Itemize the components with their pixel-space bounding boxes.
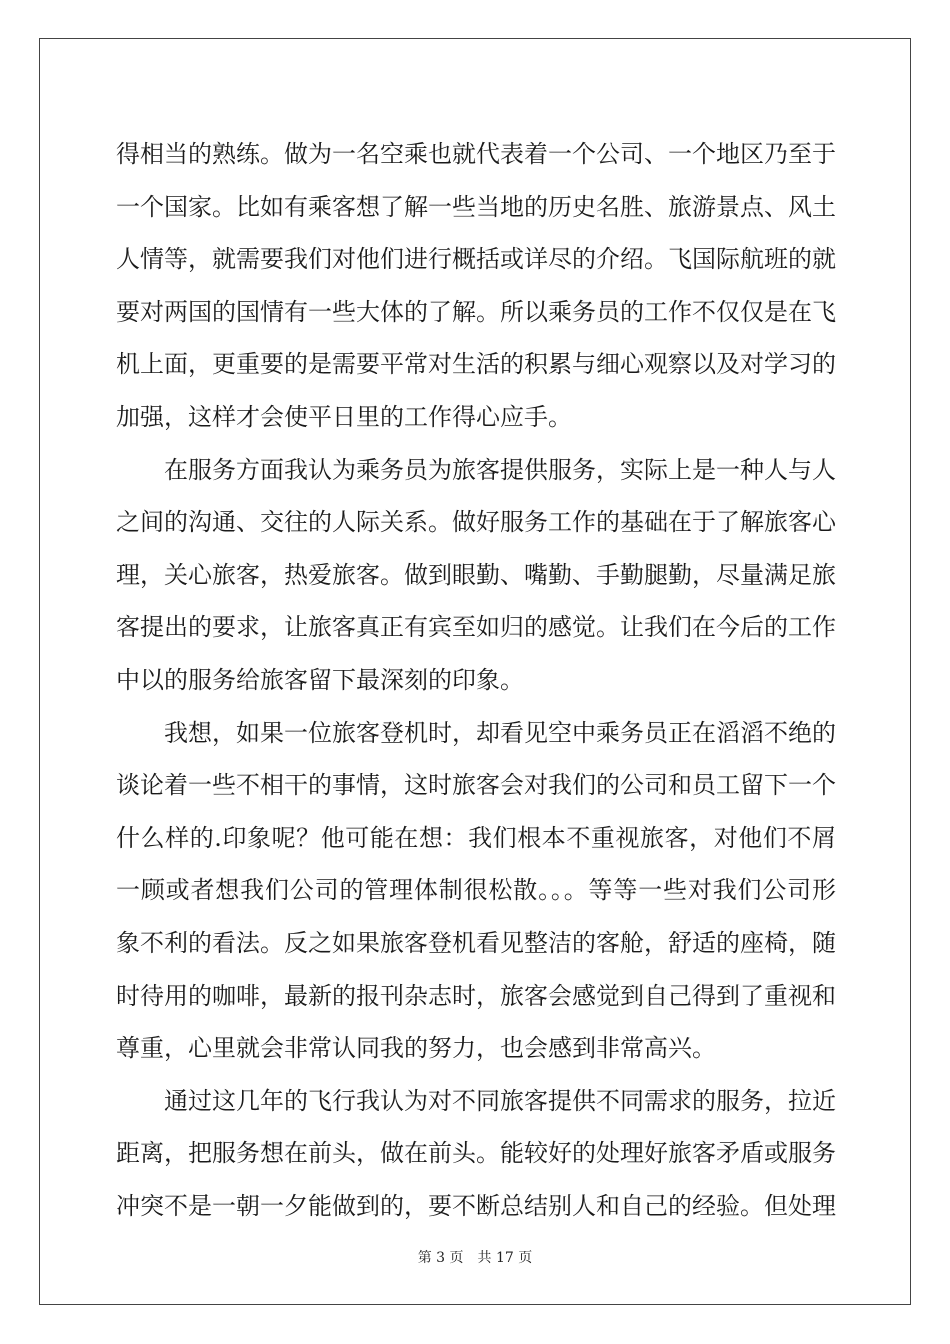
text-line: 冲突不是一朝一夕能做到的，要不断总结别人和自己的经验。但处理 <box>116 1191 836 1220</box>
text-line: 谈论着一些不相干的事情，这时旅客会对我们的公司和员工留下一个 <box>116 771 836 800</box>
text-line: 人情等，就需要我们对他们进行概括或详尽的介绍。飞国际航班的就 <box>116 245 836 274</box>
text-line: 距离，把服务想在前头，做在前头。能较好的处理好旅客矛盾或服务 <box>116 1139 836 1168</box>
text-line: 我想，如果一位旅客登机时，却看见空中乘务员正在滔滔不绝的 <box>116 718 836 747</box>
text-line: 象不利的看法。反之如果旅客登机看见整洁的客舱，舒适的座椅，随 <box>116 928 836 957</box>
text-line: 中以的服务给旅客留下最深刻的印象。 <box>116 665 524 694</box>
text-line: 之间的沟通、交往的人际关系。做好服务工作的基础在于了解旅客心 <box>116 508 836 537</box>
text-line: 理，关心旅客，热爱旅客。做到眼勤、嘴勤、手勤腿勤，尽量满足旅 <box>116 560 836 589</box>
text-line: 要对两国的国情有一些大体的了解。所以乘务员的工作不仅仅是在飞 <box>116 297 836 326</box>
text-line: 在服务方面我认为乘务员为旅客提供服务，实际上是一种人与人 <box>116 455 836 484</box>
text-line: 加强，这样才会使平日里的工作得心应手。 <box>116 402 572 431</box>
document-body <box>116 128 836 1232</box>
text-line: 得相当的熟练。做为一名空乘也就代表着一个公司、一个地区乃至于 <box>116 140 836 168</box>
text-line: 通过这几年的飞行我认为对不同旅客提供不同需求的服务，拉近 <box>116 1086 836 1115</box>
text-line: 一个国家。比如有乘客想了解一些当地的历史名胜、旅游景点、风土 <box>116 192 836 221</box>
text-line: 尊重，心里就会非常认同我的努力，也会感到非常高兴。 <box>116 1034 716 1063</box>
text-line: 时待用的咖啡，最新的报刊杂志时，旅客会感觉到自己得到了重视和 <box>116 981 836 1010</box>
text-line: 客提出的要求，让旅客真正有宾至如归的感觉。让我们在今后的工作 <box>116 613 836 642</box>
text-line: 什么样的.印象呢？他可能在想：我们根本不重视旅客，对他们不屑 <box>116 823 836 852</box>
page-number-footer: 第 3 页 共 17 页 <box>417 1250 533 1266</box>
text-line: 一顾或者想我们公司的管理体制很松散。。。等等一些对我们公司形 <box>116 876 836 905</box>
text-line: 机上面，更重要的是需要平常对生活的积累与细心观察以及对学习的 <box>116 350 836 379</box>
